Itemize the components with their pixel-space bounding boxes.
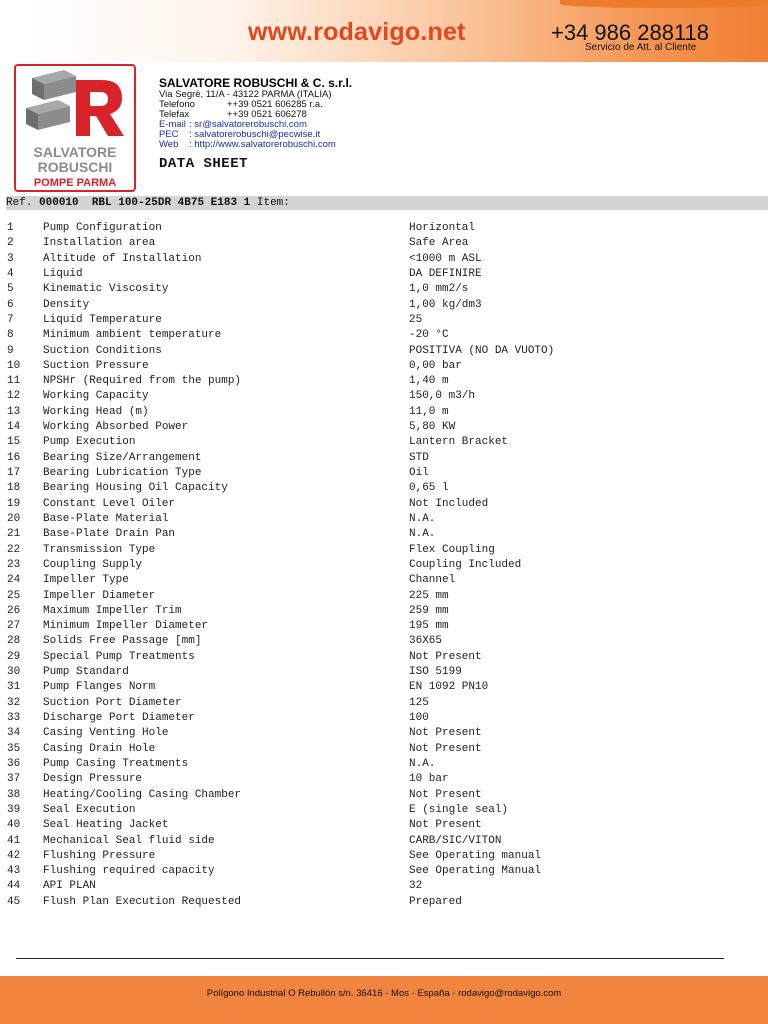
row-label: Bearing Housing Oil Capacity [43, 482, 228, 495]
row-value: 10 bar [409, 773, 449, 786]
table-row [7, 742, 767, 757]
row-value: Not Included [409, 497, 489, 510]
row-label: Installation area [43, 237, 156, 250]
row-number: 26 [7, 604, 21, 617]
row-value: 1,40 m [409, 375, 449, 388]
row-number: 1 [7, 222, 14, 234]
table-row [7, 374, 767, 389]
row-value: 0,65 l [409, 482, 449, 495]
row-label: Flushing Pressure [43, 849, 156, 862]
row-number: 32 [7, 696, 21, 709]
row-number: 24 [7, 574, 21, 587]
company-logo [14, 64, 136, 192]
row-value: E (single seal) [409, 803, 509, 816]
table-row [7, 849, 767, 864]
table-row [7, 236, 767, 251]
banner-swoosh [560, 0, 768, 8]
row-label: Design Pressure [43, 773, 143, 786]
table-row [7, 420, 767, 435]
row-number: 4 [7, 267, 14, 280]
row-label: API PLAN [43, 880, 96, 893]
row-label: Seal Execution [43, 803, 136, 816]
row-label: Solids Free Passage [mm] [43, 635, 202, 648]
row-label: Suction Pressure [43, 359, 149, 372]
fax-value: ++39 0521 606278 [227, 109, 307, 120]
row-number: 3 [7, 252, 14, 265]
phone-number: +34 986 288118 [551, 20, 710, 45]
row-label: Bearing Lubrication Type [43, 467, 202, 479]
row-label: Constant Level Oiler [43, 497, 176, 510]
row-label: Casing Drain Hole [43, 742, 156, 755]
company-address: Via Segré, 11/A - 43122 PARMA (ITALIA) [159, 89, 332, 100]
row-number: 39 [7, 803, 21, 816]
row-value: 32 [409, 880, 423, 893]
row-label: Suction Port Diameter [43, 696, 182, 709]
row-value: N.A. [409, 757, 436, 770]
pec-value[interactable]: : salvatorerobuschi@pecwise.it [189, 129, 321, 140]
row-value: Coupling Included [409, 558, 522, 571]
row-value: 25 [409, 313, 423, 326]
row-number: 27 [7, 620, 21, 633]
row-value: Not Present [409, 650, 482, 663]
table-row [7, 298, 767, 313]
table-row [7, 466, 767, 481]
row-label: Liquid Temperature [43, 313, 162, 326]
row-label: Bearing Size/Arrangement [43, 451, 202, 464]
row-value: 1,00 kg/dm3 [409, 298, 482, 311]
table-row [7, 497, 767, 512]
ref-model: RBL 100-25DR 4B75 E183 1 [91, 197, 251, 209]
row-value: 125 [409, 696, 429, 709]
row-number: 33 [7, 712, 21, 724]
row-number: 25 [7, 589, 21, 602]
table-row [7, 895, 767, 910]
table-row [7, 435, 767, 450]
row-number: 23 [7, 558, 21, 571]
table-row [7, 818, 767, 833]
row-number: 19 [7, 497, 21, 510]
row-value: Not Present [409, 727, 482, 740]
row-number: 2 [7, 237, 14, 250]
row-label: Pump Flanges Norm [43, 681, 156, 694]
row-label: Mechanical Seal fluid side [43, 834, 215, 847]
row-label: Base-Plate Material [43, 512, 169, 525]
row-value: Channel [409, 574, 456, 587]
logo-line-2: ROBUSCHI [37, 159, 113, 175]
row-number: 17 [7, 467, 21, 479]
row-number: 28 [7, 635, 21, 648]
table-row [7, 864, 767, 879]
logo-line-1: SALVATORE [33, 144, 117, 160]
row-label: Flush Plan Execution Requested [43, 895, 242, 908]
table-row [7, 573, 767, 588]
website-link[interactable]: www.rodavigo.net [248, 18, 466, 46]
row-number: 9 [7, 344, 14, 357]
table-row [7, 527, 767, 542]
row-value: -20 °C [409, 329, 449, 342]
row-value: DA DEFINIRE [409, 267, 482, 280]
row-value: 259 mm [409, 604, 449, 617]
row-label: Maximum Impeller Trim [43, 604, 182, 617]
row-value: Not Present [409, 742, 482, 755]
footer-bar [0, 976, 768, 1024]
table-row [7, 543, 767, 558]
row-number: 15 [7, 436, 21, 449]
table-row [7, 221, 767, 236]
table-row [7, 558, 767, 573]
table-row [7, 650, 767, 665]
email-label: E-mail [159, 119, 186, 130]
row-value: 0,00 bar [409, 359, 462, 372]
row-value: Flex Coupling [409, 543, 495, 556]
table-row [7, 772, 767, 787]
row-label: Impeller Type [43, 574, 129, 587]
row-label: Working Capacity [43, 390, 149, 403]
row-label: Heating/Cooling Casing Chamber [43, 788, 242, 801]
row-number: 45 [7, 895, 21, 908]
row-label: Pump Casing Treatments [43, 757, 189, 770]
footer-divider [16, 958, 724, 959]
row-number: 29 [7, 650, 21, 663]
row-value: EN 1092 PN10 [409, 681, 489, 694]
table-row [7, 696, 767, 711]
row-number: 11 [7, 375, 21, 388]
row-value: 11,0 m [409, 405, 449, 418]
row-value: See Operating manual [409, 849, 542, 862]
table-row [7, 451, 767, 466]
row-value: 100 [409, 712, 429, 724]
row-label: Seal Heating Jacket [43, 819, 169, 832]
table-row [7, 481, 767, 496]
row-number: 10 [7, 359, 21, 372]
row-number: 14 [7, 421, 21, 434]
row-number: 5 [7, 283, 14, 296]
row-label: Casing Venting Hole [43, 727, 169, 740]
table-row [7, 634, 767, 649]
row-value: CARB/SIC/VITON [409, 834, 502, 847]
web-value[interactable]: : http://www.salvatorerobuschi.com [189, 139, 336, 150]
table-row [7, 512, 767, 527]
company-details [159, 77, 352, 150]
row-label: Discharge Port Diameter [43, 712, 195, 724]
row-number: 20 [7, 512, 21, 525]
row-number: 42 [7, 849, 21, 862]
row-number: 12 [7, 390, 21, 403]
row-value: 36X65 [409, 635, 443, 648]
company-name: SALVATORE ROBUSCHI & C. s.r.l. [159, 76, 353, 90]
row-value: Horizontal [409, 222, 476, 234]
row-number: 16 [7, 451, 21, 464]
table-row [7, 267, 767, 282]
table-row [7, 282, 767, 297]
row-value: 5,80 KW [409, 421, 456, 434]
ref-label: Ref. [6, 197, 33, 209]
row-label: Impeller Diameter [43, 589, 156, 602]
row-label: Kinematic Viscosity [43, 283, 169, 296]
row-value: Not Present [409, 819, 482, 832]
row-label: Density [43, 298, 90, 311]
phone-label: Telefono [159, 99, 195, 110]
pec-label: PEC [159, 129, 179, 140]
row-value: N.A. [409, 528, 436, 541]
row-label: Pump Execution [43, 436, 136, 449]
row-value: Not Present [409, 788, 482, 801]
table-row [7, 344, 767, 359]
row-value: 195 mm [409, 620, 449, 633]
table-row [7, 803, 767, 818]
row-value: POSITIVA (NO DA VUOTO) [409, 344, 555, 357]
table-row [7, 604, 767, 619]
table-row [7, 389, 767, 404]
table-row [7, 359, 767, 374]
table-row [7, 680, 767, 695]
row-number: 37 [7, 773, 21, 786]
row-value: Lantern Bracket [409, 436, 509, 449]
row-label: NPSHr (Required from the pump) [43, 375, 242, 388]
table-row [7, 589, 767, 604]
row-number: 34 [7, 727, 21, 740]
row-value: 1,0 mm2/s [409, 283, 469, 296]
row-label: Working Absorbed Power [43, 421, 189, 434]
row-value: STD [409, 451, 429, 464]
row-value: 225 mm [409, 589, 449, 602]
row-label: Working Head (m) [43, 405, 149, 418]
row-label: Suction Conditions [43, 344, 162, 357]
row-number: 44 [7, 880, 21, 893]
row-number: 7 [7, 313, 14, 326]
row-number: 18 [7, 482, 21, 495]
top-banner [0, 0, 768, 62]
table-row [7, 711, 767, 726]
table-row [7, 328, 767, 343]
email-value[interactable]: : sr@salvatorerobuschi.com [189, 119, 307, 130]
row-value: See Operating Manual [409, 865, 542, 878]
row-label: Base-Plate Drain Pan [43, 528, 176, 541]
fax-label: Telefax [159, 109, 190, 120]
row-number: 43 [7, 865, 21, 878]
row-number: 8 [7, 329, 14, 342]
row-label: Minimum ambient temperature [43, 329, 222, 342]
phone-value: ++39 0521 606285 r.a. [227, 99, 323, 110]
table-row [7, 665, 767, 680]
table-row [7, 313, 767, 328]
logo-line-3: POMPE PARMA [33, 177, 117, 189]
row-value: Oil [409, 467, 429, 479]
row-number: 30 [7, 666, 21, 679]
row-number: 35 [7, 742, 21, 755]
table-row [7, 619, 767, 634]
row-label: Pump Standard [43, 666, 129, 679]
data-sheet-rows [7, 221, 767, 910]
table-row [7, 405, 767, 420]
table-row [7, 788, 767, 803]
row-number: 36 [7, 757, 21, 770]
item-label: Item: [256, 197, 290, 209]
table-row [7, 726, 767, 741]
row-value: 150,0 m3/h [409, 390, 476, 403]
row-number: 22 [7, 543, 21, 556]
row-value: <1000 m ASL [409, 252, 482, 265]
row-number: 13 [7, 405, 21, 418]
company-web[interactable] [159, 140, 352, 150]
row-label: Special Pump Treatments [43, 650, 195, 663]
row-label: Liquid [43, 267, 83, 280]
row-label: Coupling Supply [43, 558, 143, 571]
row-label: Flushing required capacity [43, 865, 215, 878]
row-number: 40 [7, 819, 21, 832]
row-value: Safe Area [409, 237, 469, 250]
row-number: 6 [7, 298, 14, 311]
footer-address: Polígono Industrial O Rebullón s/n. 36416 - Mos - España - rodavigo@rodavigo.com [206, 988, 562, 999]
row-label: Minimum Impeller Diameter [43, 620, 209, 633]
table-row [7, 252, 767, 267]
document-title: DATA SHEET [159, 156, 249, 172]
row-label: Transmission Type [43, 543, 156, 556]
row-number: 21 [7, 528, 21, 541]
web-label: Web [159, 139, 179, 150]
row-value: N.A. [409, 512, 436, 525]
row-label: Pump Configuration [43, 222, 162, 234]
row-number: 41 [7, 834, 21, 847]
row-number: 31 [7, 681, 21, 694]
reference-bar [6, 196, 768, 210]
row-value: ISO 5199 [409, 666, 462, 679]
table-row [7, 757, 767, 772]
row-value: Prepared [409, 895, 462, 908]
service-label: Servicio de Att. al Cliente [585, 42, 697, 53]
row-label: Altitude of Installation [43, 252, 202, 265]
table-row [7, 879, 767, 894]
ref-number: 000010 [39, 197, 79, 209]
row-number: 38 [7, 788, 21, 801]
table-row [7, 834, 767, 849]
